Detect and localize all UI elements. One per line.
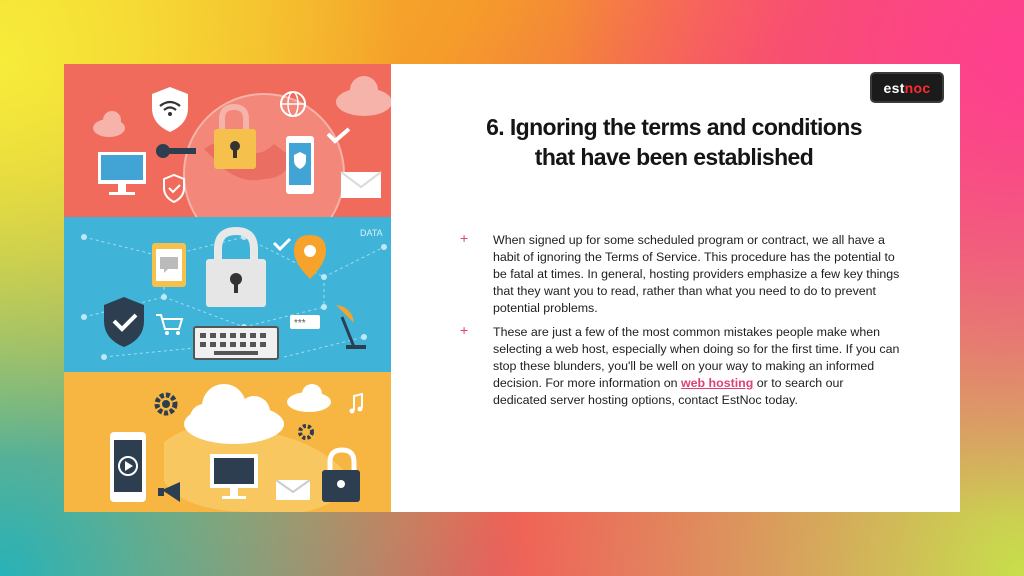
web-hosting-link[interactable]: web hosting bbox=[681, 376, 754, 390]
illustration-panel-top bbox=[64, 64, 391, 217]
bullet-text bbox=[493, 324, 900, 409]
data-label: DATA bbox=[360, 228, 383, 238]
keyboard-icon bbox=[194, 327, 278, 359]
wifi-shield-icon bbox=[152, 87, 188, 132]
bullet-text-part: These are just a few of the most common mistakes people make when selecting a web host, especially when doing so for the first time. If you can stop these blunders, you'll be well on your way to making an informed decision. For more information on bbox=[493, 325, 900, 390]
estnoc-logo[interactable] bbox=[870, 72, 944, 103]
plus-icon: + bbox=[460, 322, 469, 338]
bullet-list bbox=[460, 232, 900, 416]
shopping-cart-icon bbox=[156, 315, 182, 335]
illustration-panel-bottom bbox=[64, 372, 391, 512]
cloud-icon bbox=[336, 76, 391, 116]
bullet-item bbox=[460, 232, 900, 317]
cloud-icon bbox=[287, 384, 331, 412]
satellite-dish-icon bbox=[336, 305, 366, 349]
tablet-chat-icon bbox=[152, 243, 186, 287]
bullet-item bbox=[460, 324, 900, 409]
monitor-icon bbox=[98, 152, 146, 195]
envelope-icon bbox=[276, 480, 310, 500]
shield-check-icon bbox=[104, 297, 144, 347]
logo-text-est: est bbox=[883, 79, 905, 96]
slide-title-line-1: 6. Ignoring the terms and conditions bbox=[486, 114, 862, 140]
slide-title-line-2: that have been established bbox=[534, 144, 814, 170]
svg-text:***: *** bbox=[294, 318, 306, 329]
padlock-icon bbox=[206, 231, 266, 307]
slide bbox=[64, 64, 960, 512]
shield-check-icon bbox=[164, 175, 184, 202]
bullet-text: When signed up for some scheduled program or contract, we all have a habit of ignoring the Terms of Service. This procedure has the potential to be fatal at times. In general, hosting providers emphasize a few key things that they want you to read, rather than what you need to do to prevent potential problems. bbox=[493, 233, 900, 315]
map-pin-icon bbox=[294, 235, 326, 279]
cloud-icon bbox=[93, 111, 125, 137]
gear-icon bbox=[157, 395, 175, 413]
plus-icon: + bbox=[460, 230, 469, 246]
cloud-icon bbox=[184, 384, 284, 444]
smartphone-play-icon bbox=[110, 432, 146, 502]
checkmark-icon bbox=[274, 239, 290, 249]
security-illustration bbox=[64, 64, 391, 512]
envelope-icon bbox=[341, 172, 381, 198]
smartphone-icon bbox=[286, 136, 314, 194]
logo-text-noc: noc bbox=[904, 79, 931, 96]
password-field-icon bbox=[290, 315, 320, 329]
slide-title bbox=[444, 112, 904, 172]
bullet-text-part: or to search our dedicated server hosting options, contact EstNoc today. bbox=[493, 376, 844, 407]
gear-icon bbox=[300, 426, 312, 438]
music-note-icon bbox=[350, 394, 363, 414]
illustration-panel-middle bbox=[64, 217, 391, 372]
